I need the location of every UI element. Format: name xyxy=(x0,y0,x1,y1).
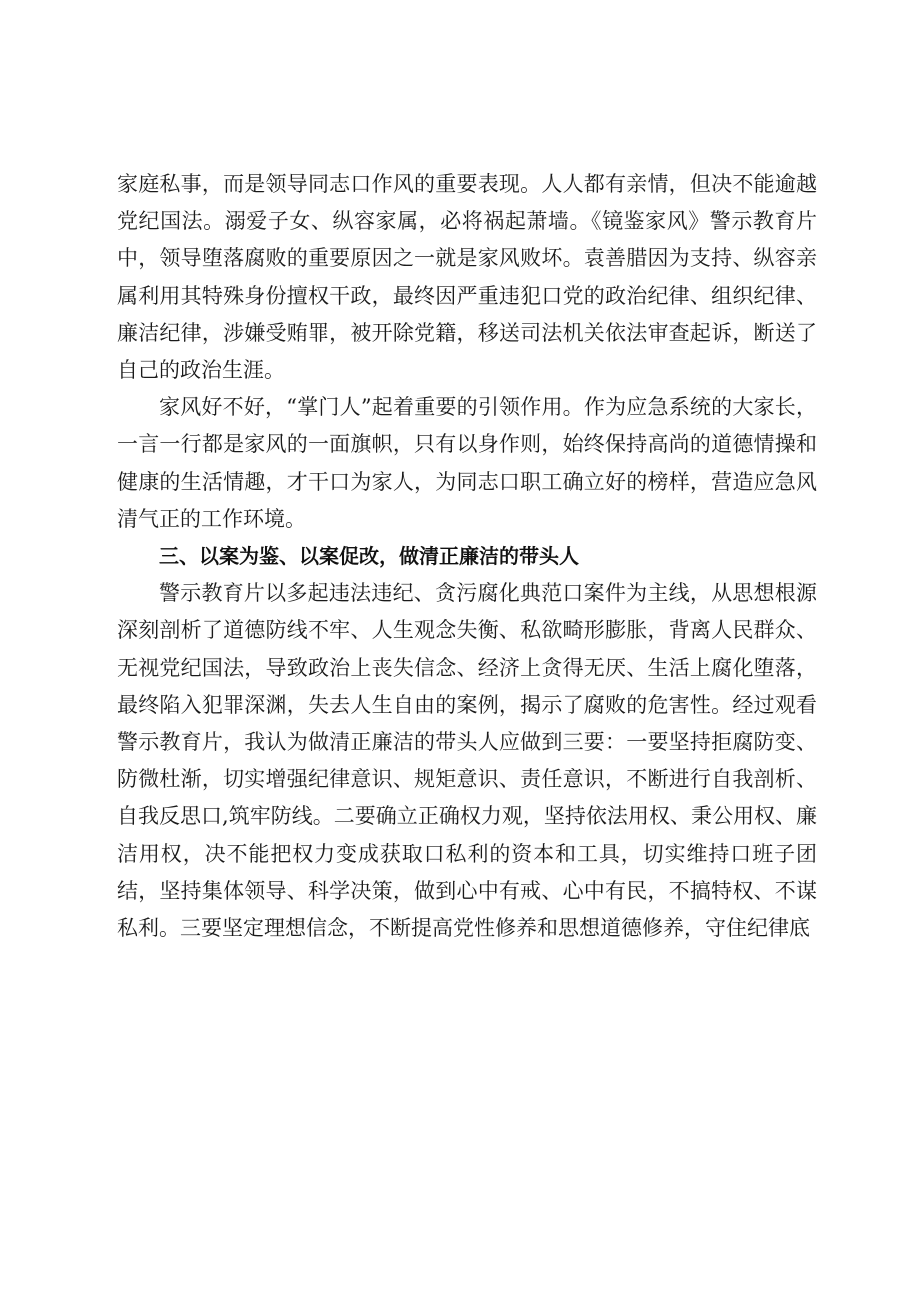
document-body xyxy=(117,166,817,947)
paragraph-warning-education: 警示教育片以多起违法违纪、贪污腐化典范口案件为主线，从思想根源深刻剖析了道德防线不牢、人生观念失衡、私欲畸形膨胀，背离人民群众、无视党纪国法，导致政治上丧失信念、经济上贪得无厌、生活上腐化堕落，最终陷入犯罪深渊，失去人生自由的案例，揭示了腐败的危害性。经过观看警示教育片，我认为做清正廉洁的带头人应做到三要：一要坚持拒腐防变、防微杜渐，切实增强纪律意识、规矩意识、责任意识，不断进行自我剖析、自我反思口,筑牢防线。二要确立正确权力观，坚持依法用权、秉公用权、廉洁用权，决不能把权力变成获取口私利的资本和工具，切实维持口班子团结，坚持集体领导、科学决策，做到心中有戒、心中有民，不搞特权、不谋私利。三要坚定理想信念，不断提高党性修养和思想道德修养，守住纪律底 xyxy=(117,581,817,941)
paragraph-family-style: 家风好不好，“掌门人”起着重要的引领作用。作为应急系统的大家长，一言一行都是家风的一面旗帜，只有以身作则，始终保持高尚的道德情操和健康的生活情趣，才干口为家人，为同志口职工确立好的榜样，营造应急风清气正的工作环境。 xyxy=(117,395,817,531)
section-heading: 三、以案为鉴、以案促改，做清正廉洁的带头人 xyxy=(159,544,579,569)
paragraph-continuation: 家庭私事，而是领导同志口作风的重要表现。人人都有亲情，但决不能逾越党纪国法。溺爱子女、纵容家属，必将祸起萧墙。《镜鉴家风》警示教育片中，领导堕落腐败的重要原因之一就是家风败坏。袁善腊因为支持、纵容亲属利用其特殊身份擅权干政，最终因严重违犯口党的政治纪律、组织纪律、廉洁纪律，涉嫌受贿罪，被开除党籍，移送司法机关依法审查起诉，断送了自己的政治生涯。 xyxy=(117,172,817,383)
